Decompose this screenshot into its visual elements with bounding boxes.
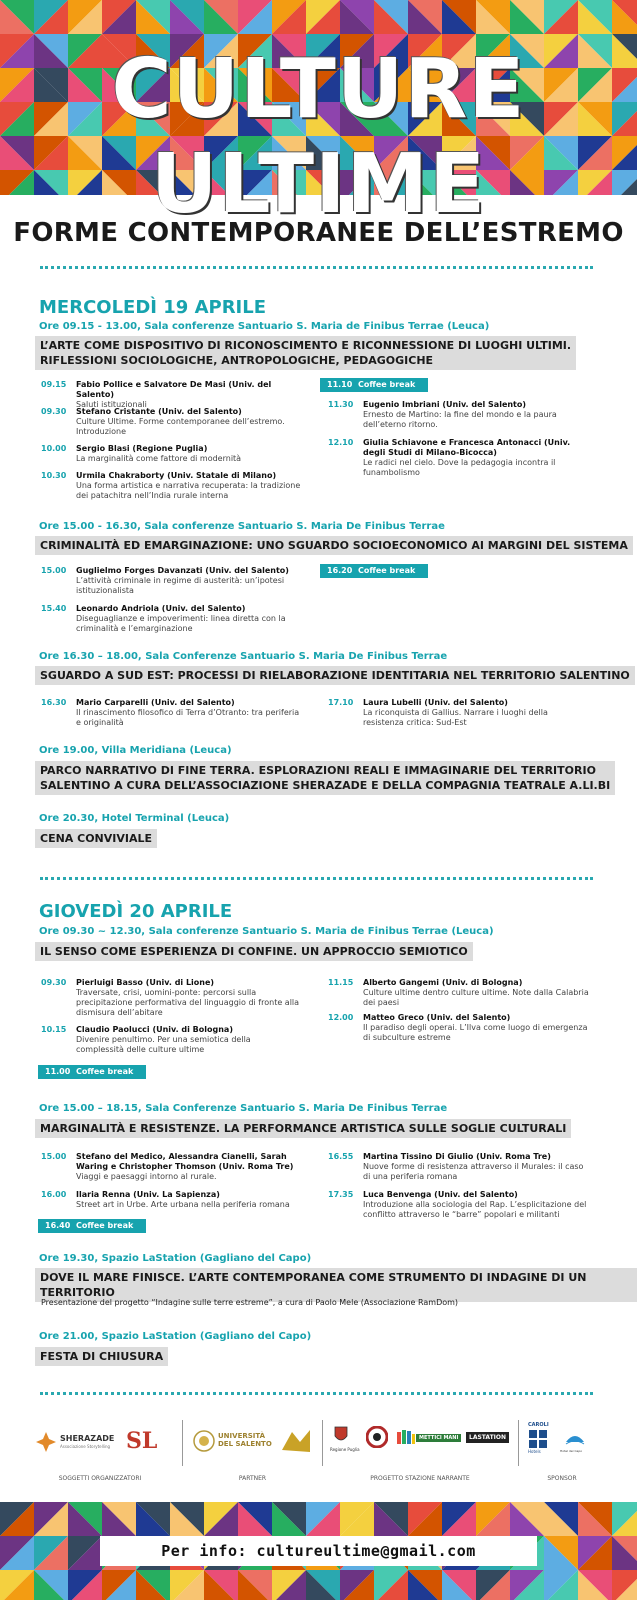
round-emblem-icon	[366, 1426, 388, 1448]
item-speaker: Guglielmo Forges Davanzati (Univ. del Salento)	[76, 566, 289, 575]
item-speaker: Eugenio Imbriani (Univ. del Salento)	[363, 400, 527, 409]
session-header: Ore 21.00, Spazio LaStation (Gagliano del Capo)	[39, 1331, 312, 1342]
program-item	[328, 400, 588, 430]
logo-group-stazione	[330, 1420, 510, 1482]
item-speaker: Fabio Pollice e Salvatore De Masi (Univ. del Salento)	[76, 380, 272, 399]
lastation-logo: LASTATION	[466, 1432, 509, 1443]
item-speaker: Luca Benvenga (Univ. del Salento)	[363, 1190, 518, 1199]
sherazade-logo-icon	[36, 1432, 56, 1452]
session-title: SGUARDO A SUD EST: PROCESSI DI RIELABORAZIONE IDENTITARIA NEL TERRITORIO SALENTINO	[35, 666, 635, 685]
divider	[40, 877, 593, 880]
item-speaker: Pierluigi Basso (Univ. di Lione)	[76, 978, 215, 987]
hands-logo-icon	[396, 1428, 416, 1446]
program-item	[41, 444, 301, 464]
program-item	[328, 978, 590, 1008]
item-talk: Diseguaglianze e impoverimenti: linea diretta con la criminalità e l’emarginazione	[76, 614, 286, 633]
item-talk: Saluti istituzionali	[76, 400, 147, 409]
caroli-logo-sub: Hotels	[528, 1449, 541, 1454]
divider	[40, 1392, 593, 1395]
presentation-note: Presentazione del progetto “Indagine sulle terre estreme”, a cura di Paolo Mele (Associazione RamDom)	[41, 1298, 459, 1307]
item-talk: La marginalità come fattore di modernità	[76, 454, 242, 463]
logo-separator	[518, 1420, 519, 1466]
program-item	[41, 380, 301, 410]
subtitle: FORME CONTEMPORANEE DELL’ESTREMO	[13, 218, 624, 248]
logo-group-partner	[190, 1420, 315, 1482]
divider	[40, 266, 593, 269]
item-time: 10.30	[41, 471, 67, 480]
program-item	[41, 566, 301, 596]
logo-group-sponsor	[522, 1420, 602, 1482]
item-speaker: Stefano Cristante (Univ. del Salento)	[76, 407, 242, 416]
program-item	[328, 698, 588, 728]
regione-puglia-text: Regione Puglia	[330, 1447, 360, 1452]
item-speaker: Matteo Greco (Univ. del Salento)	[363, 1013, 511, 1022]
program-item	[41, 978, 301, 1018]
coffee-time: 11.10	[327, 380, 353, 389]
item-talk: Culture Ultime. Forme contemporanee dell’estremo. Introduzione	[76, 417, 285, 436]
item-time: 10.00	[41, 444, 67, 453]
item-speaker: Sergio Blasi (Regione Puglia)	[76, 444, 208, 453]
session-title	[35, 336, 576, 370]
session-header: Ore 16.30 – 18.00, Sala Conferenze Santuario S. Maria De Finibus Terrae	[39, 651, 448, 662]
item-time: 09.30	[41, 978, 67, 987]
sherazade-logo-sub: Associazione Storytelling	[60, 1444, 111, 1449]
coffee-time: 16.20	[327, 566, 353, 575]
coffee-break	[38, 1219, 146, 1233]
logo-caption: SOGGETTI ORGANIZZATORI	[58, 1475, 142, 1482]
item-time: 11.30	[328, 400, 354, 409]
program-item	[41, 471, 301, 501]
session-title-line: PARCO NARRATIVO DI FINE TERRA. ESPLORAZIONI REALI E IMMAGINARIE DEL TERRITORIO	[40, 764, 596, 777]
session-header: Ore 09.15 - 13.00, Sala conferenze Santuario S. Maria de Finibus Terrae (Leuca)	[39, 321, 490, 332]
session-title: IL SENSO COME ESPERIENZA DI CONFINE. UN APPROCCIO SEMIOTICO	[35, 942, 473, 961]
item-speaker: Alberto Gangemi (Univ. di Bologna)	[363, 978, 523, 987]
program-item	[41, 1190, 301, 1210]
program-item	[328, 1190, 590, 1220]
item-time: 17.35	[328, 1190, 354, 1199]
logo-caption: PARTNER	[238, 1475, 267, 1482]
item-speaker: Giulia Schiavone e Francesca Antonacci (Univ. degli Studi di Milano-Bicocca)	[363, 438, 571, 457]
item-time: 09.30	[41, 407, 67, 416]
session-header: Ore 15.00 - 16.30, Sala conferenze Santuario S. Maria De Finibus Terrae	[39, 521, 445, 532]
session-header: Ore 20.30, Hotel Terminal (Leuca)	[39, 813, 230, 824]
item-talk: Street art in Urbe. Arte urbana nella periferia romana	[76, 1200, 290, 1209]
session-title: CENA CONVIVIALE	[35, 829, 157, 848]
hotel-del-capo-logo-icon	[564, 1428, 586, 1448]
coffee-break	[320, 564, 428, 578]
coffee-label: Coffee break	[358, 566, 416, 575]
item-talk: Una forma artistica e narrativa recuperata: la tradizione dei patachitra nell’India rurale interna	[76, 481, 301, 500]
item-talk: La riconquista di Gallius. Narrare i luoghi della resistenza critica: Sud-Est	[363, 708, 548, 727]
item-time: 16.55	[328, 1152, 354, 1161]
program-item	[328, 1152, 590, 1182]
logo-caption: SPONSOR	[547, 1475, 577, 1482]
university-seal-icon	[193, 1430, 215, 1452]
item-speaker: Martina Tissino Di Giulio (Univ. Roma Tre)	[363, 1152, 551, 1161]
item-talk: Introduzione alla sociologia del Rap. L’esplicitazione del conflitto attraverso le “barre” popolari e militanti	[363, 1200, 587, 1219]
partner-logo-icon	[280, 1428, 312, 1454]
item-speaker: Stefano del Medico, Alessandra Cianelli, Sarah Waring e Christopher Thomson (Univ. Roma Tre)	[76, 1152, 294, 1171]
logo-caption: PROGETTO STAZIONE NARRANTE	[370, 1475, 470, 1482]
logo-group-organizers	[30, 1420, 170, 1482]
hotel-del-capo-text: Hotel del Capo	[560, 1449, 583, 1453]
item-time: 11.15	[328, 978, 354, 987]
item-talk: Le radici nel cielo. Dove la pedagogia incontra il funambolismo	[363, 458, 556, 477]
coffee-label: Coffee break	[76, 1067, 134, 1076]
item-speaker: Urmila Chakraborty (Univ. Statale di Milano)	[76, 471, 277, 480]
program-item	[41, 604, 301, 634]
coffee-break	[320, 378, 428, 392]
item-time: 15.00	[41, 1152, 67, 1161]
item-talk: Il rinascimento filosofico di Terra d’Otranto: tra periferia e originalità	[76, 708, 300, 727]
session-header: Ore 15.00 – 18.15, Sala Conferenze Santuario S. Maria De Finibus Terrae	[39, 1103, 448, 1114]
session-header: Ore 09.30 ~ 12.30, Sala conferenze Santuario S. Maria de Finibus Terrae (Leuca)	[39, 926, 494, 937]
coffee-label: Coffee break	[76, 1221, 134, 1230]
item-speaker: Laura Lubelli (Univ. del Salento)	[363, 698, 508, 707]
department-logo: SL	[126, 1428, 158, 1454]
day-title: MERCOLEDÌ 19 APRILE	[39, 297, 267, 318]
item-talk: Traversate, crisi, uomini-ponte: percorsi sulla precipitazione performativa del linguaggio di fronte alla dismisura dell’abitare	[76, 988, 300, 1017]
day-title: GIOVEDÌ 20 APRILE	[39, 901, 233, 922]
caroli-logo-text: CAROLI	[528, 1422, 549, 1428]
program-item	[41, 1152, 301, 1182]
item-time: 12.00	[328, 1013, 354, 1022]
item-time: 15.40	[41, 604, 67, 613]
item-talk: Ernesto de Martino: la fine del mondo e la paura dell’eterno ritorno.	[363, 410, 557, 429]
regione-puglia-shield-icon	[334, 1426, 348, 1444]
item-speaker: Mario Carparelli (Univ. del Salento)	[76, 698, 235, 707]
item-time: 17.10	[328, 698, 354, 707]
item-time: 10.15	[41, 1025, 67, 1034]
item-talk: L’attività criminale in regime di austerità: un’ipotesi istituzionalista	[76, 576, 285, 595]
logo-separator	[322, 1420, 323, 1466]
session-title-line: L’ARTE COME DISPOSITIVO DI RICONOSCIMENTO E RICONNESSIONE DI LUOGHI ULTIMI.	[40, 339, 572, 352]
session-title	[35, 761, 615, 795]
item-speaker: Leonardo Andriola (Univ. del Salento)	[76, 604, 246, 613]
item-time: 16.30	[41, 698, 67, 707]
session-header: Ore 19.30, Spazio LaStation (Gagliano del Capo)	[39, 1253, 312, 1264]
program-item	[41, 407, 301, 437]
program-item	[41, 1025, 301, 1055]
program-item	[328, 438, 588, 478]
item-time: 12.10	[328, 438, 354, 447]
coffee-time: 11.00	[45, 1067, 71, 1076]
logo-separator	[182, 1420, 183, 1466]
session-title: MARGINALITÀ E RESISTENZE. LA PERFORMANCE ARTISTICA SULLE SOGLIE CULTURALI	[35, 1119, 571, 1138]
item-talk: Viaggi e paesaggi intorno al rurale.	[76, 1172, 217, 1181]
program-item	[41, 698, 301, 728]
item-speaker: Ilaria Renna (Univ. La Sapienza)	[76, 1190, 220, 1199]
coffee-label: Coffee break	[358, 380, 416, 389]
mettici-mani-logo: METTICI MANI	[416, 1434, 461, 1442]
logos-strip	[30, 1420, 607, 1482]
item-time: 15.00	[41, 566, 67, 575]
session-title: FESTA DI CHIUSURA	[35, 1347, 168, 1366]
main-title: CULTURE ULTIME	[111, 42, 526, 232]
item-talk: Il paradiso degli operai. L’Ilva come luogo di emergenza di subculture estreme	[363, 1023, 588, 1042]
item-talk: Divenire penultimo. Per una semiotica della complessità delle culture ultime	[76, 1035, 251, 1054]
program-item	[328, 1013, 590, 1043]
session-title: DOVE IL MARE FINISCE. L’ARTE CONTEMPORANEA COME STRUMENTO DI INDAGINE DI UN TERRITORIO	[35, 1268, 637, 1302]
session-header: Ore 19.00, Villa Meridiana (Leuca)	[39, 745, 232, 756]
item-talk: Nuove forme di resistenza attraverso il Murales: il caso di una periferia romana	[363, 1162, 584, 1181]
item-time: 16.00	[41, 1190, 67, 1199]
contact-info: Per info: cultureultime@gmail.com	[100, 1536, 537, 1566]
caroli-logo-icon	[529, 1430, 547, 1448]
item-talk: Culture ultime dentro culture ultime. Note dalla Calabria dei paesi	[363, 988, 589, 1007]
item-time: 09.15	[41, 380, 67, 389]
session-title: CRIMINALITÀ ED EMARGINAZIONE: UNO SGUARDO SOCIOECONOMICO AI MARGINI DEL SISTEMA	[35, 536, 633, 555]
coffee-break	[38, 1065, 146, 1079]
session-title-line: SALENTINO A CURA DELL’ASSOCIAZIONE SHERAZADE E DELLA COMPAGNIA TEATRALE A.LI.BI	[40, 779, 611, 792]
session-title-line: RIFLESSIONI SOCIOLOGICHE, ANTROPOLOGICHE, PEDAGOGICHE	[40, 354, 434, 367]
item-speaker: Claudio Paolucci (Univ. di Bologna)	[76, 1025, 233, 1034]
coffee-time: 16.40	[45, 1221, 71, 1230]
sherazade-logo-text: SHERAZADE	[60, 1434, 115, 1443]
university-logo-text: UNIVERSITÀ DEL SALENTO	[218, 1432, 272, 1448]
